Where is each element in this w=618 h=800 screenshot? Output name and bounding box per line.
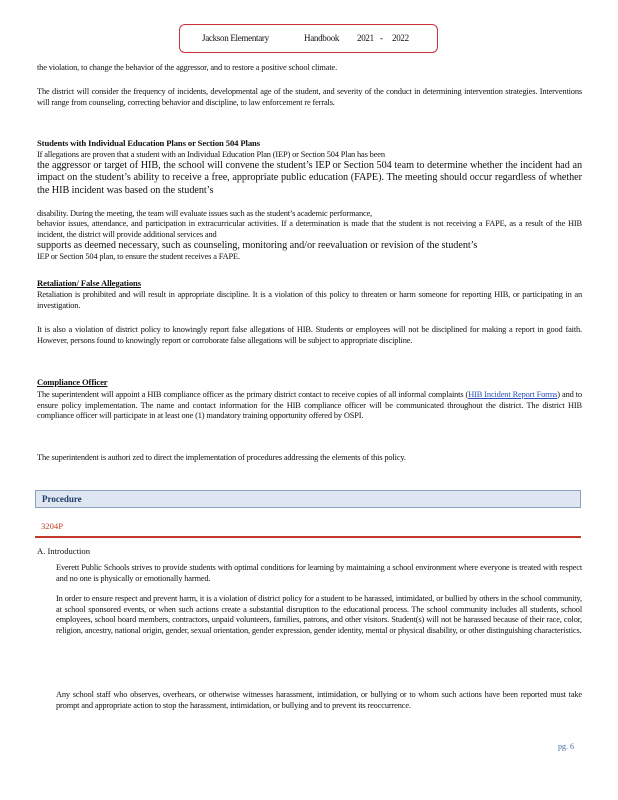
procedure-bar	[35, 490, 581, 508]
header-year-start: 2021	[357, 33, 374, 43]
retaliation-text: Retaliation is prohibited and will result in appropriate discipline. It is a violation of this policy to threaten or harm someone for reporting HIB, or participating in an investigation.	[37, 290, 582, 310]
procedure-code: 3204P	[41, 521, 63, 531]
intro-paragraph-1: Everett Public Schools strives to provide students with optimal conditions for learning by maintaining a school environment where everyone is treated with respect and no one is physically or emotionally harmed.	[56, 563, 582, 583]
paragraph-consider: The district will consider the frequency of incidents, developmental age of the student, and severity of the conduct in determining intervention strategies. Interventions will range from counseling, correcting behavior and discipline, to law enforcement re ferrals.	[37, 87, 582, 107]
iep-heading: Students with Individual Education Plans or Section 504 Plans	[37, 138, 260, 148]
page-number: pg. 6	[558, 742, 574, 751]
iep-text-2: the aggressor or target of HIB, the school will convene the student’s IEP or Section 504 team to determine whether the incident had an impact on the student’s ability to receive a free, appropriate public education (FAPE). The meeting should occur regardless of whether the HIB incident was based on the student’s	[37, 160, 582, 196]
procedure-label: Procedure	[42, 494, 82, 504]
header-year-end: 2022	[392, 33, 409, 43]
compliance-text-2: ) and to ensure policy implementation. The name and contact information for the HIB compliance officer will be communicated throughout the district. The district HIB compliance officer will participate in at least one (1) mandatory training opportunity offered by OSPI.	[37, 390, 582, 420]
iep-text-3: disability. During the meeting, the team will evaluate issues such as the student’s academic performance,	[37, 209, 373, 218]
paragraph-restore: the violation, to change the behavior of the aggressor, and to restore a positive school climate.	[37, 63, 338, 72]
superintendent-text: The superintendent is authori zed to direct the implementation of procedures addressing the elements of this policy.	[37, 453, 406, 462]
intro-paragraph-2: In order to ensure respect and prevent harm, it is a violation of district policy for a student to be harassed, intimidated, or bullied by others in the school community, at school sponsored events, or when such actions create a substantial disruption to the educational process. The school community includes all students, school employees, school board members, contractors, unpaid volunteers, families, patrons, and other visitors. Student(s) will not be harassed because of their race, color, religion, ancestry, national origin, gender, sexual orientation, gender expression, gender identity, mental or physical disability, or other distinguishing characteristics.	[56, 594, 582, 635]
header-title: Handbook	[304, 33, 340, 43]
hib-report-forms-link[interactable]: HIB Incident Report Forms	[468, 390, 558, 399]
retaliation-heading: Retaliation/ False Allegations	[37, 278, 141, 288]
header-year-sep: -	[380, 33, 383, 43]
compliance-text-1: The superintendent will appoint a HIB compliance officer as the primary district contact to receive copies of all informal complaints (	[37, 390, 469, 399]
iep-text-5: supports as deemed necessary, such as counseling, monitoring and/or reevaluation or revision of the student’s	[37, 240, 478, 251]
procedure-rule	[35, 536, 581, 538]
section-a-heading: A. Introduction	[37, 546, 90, 556]
header-school: Jackson Elementary	[202, 33, 269, 43]
compliance-text	[37, 390, 582, 422]
intro-paragraph-3: Any school staff who observes, overhears, or otherwise witnesses harassment, intimidation, or bullying or to whom such actions have been reported must take prompt and appropriate action to stop the harassment, intimidation, or bullying and to prevent its reoccurrence.	[56, 690, 582, 710]
iep-text-6: IEP or Section 504 plan, to ensure the student receives a FAPE.	[37, 252, 240, 261]
iep-text-1: If allegations are proven that a student with an Individual Education Plan (IEP) or Section 504 Plan has been	[37, 150, 385, 159]
false-allegations-text: It is also a violation of district policy to knowingly report false allegations of HIB. Students or employees will not be disciplined for making a report in good faith. However, persons found to knowingly report or corroborate false allegations will be subject to appropriate discipline.	[37, 325, 582, 345]
compliance-heading: Compliance Officer	[37, 377, 108, 387]
iep-text-4: behavior issues, attendance, and participation in extracurricular activities. If a determination is made that the student is not receiving a FAPE, as a result of the HIB incident, the district will provide additional services and	[37, 219, 582, 239]
header-box	[179, 24, 438, 53]
